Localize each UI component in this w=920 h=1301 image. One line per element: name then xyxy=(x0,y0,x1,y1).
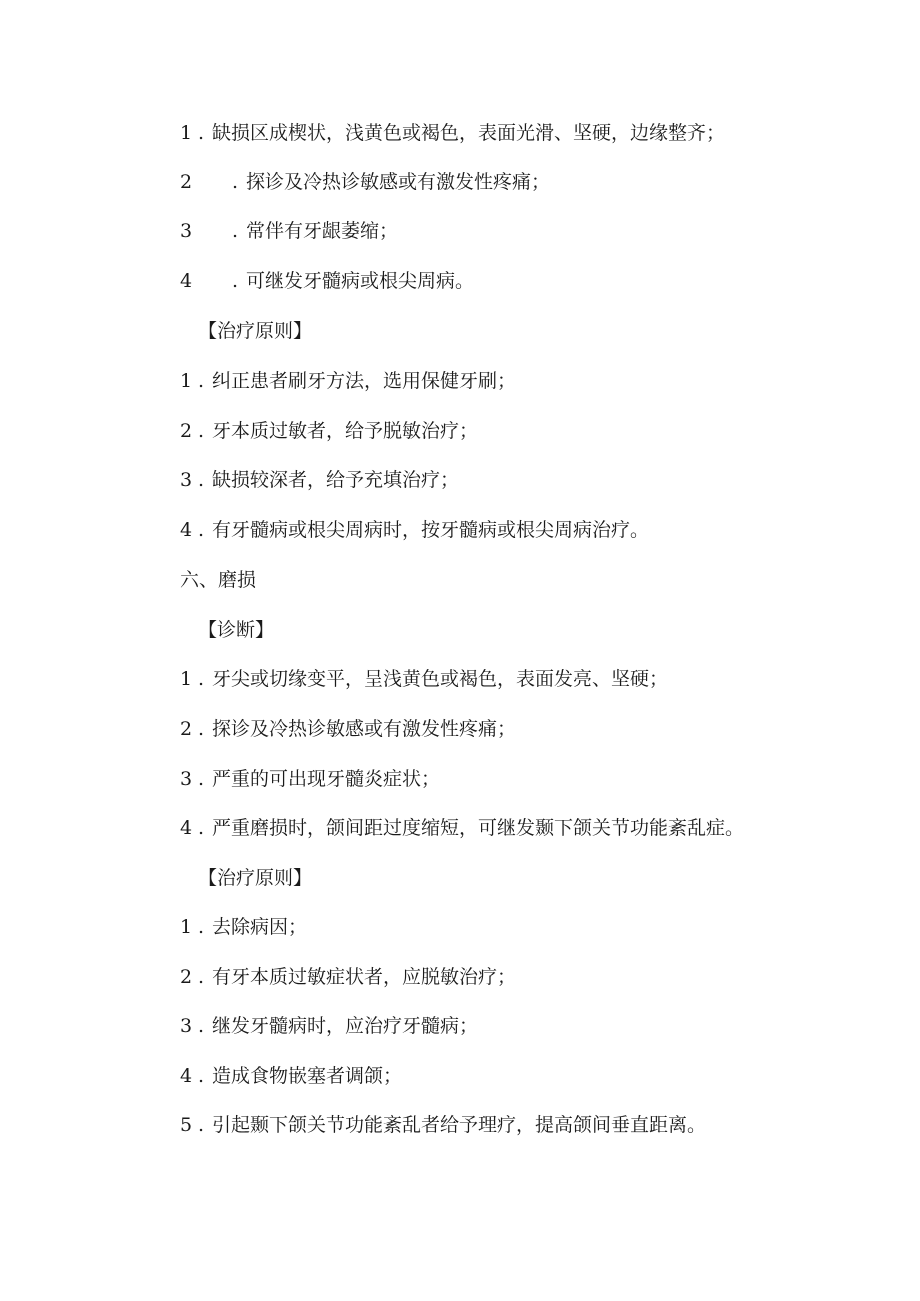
item-number: 3 xyxy=(180,220,193,242)
list-item xyxy=(180,766,440,792)
item-number: 4 xyxy=(180,817,193,839)
item-text: 缺损区成楔状，浅黄色或褐色，表面光滑、坚硬，边缘整齐； xyxy=(212,122,726,144)
item-number: 2 xyxy=(180,966,193,988)
list-item xyxy=(180,716,516,742)
item-text: 牙尖或切缘变平，呈浅黄色或褐色，表面发亮、坚硬； xyxy=(212,668,669,690)
list-item xyxy=(180,218,398,244)
item-dot: . xyxy=(232,270,239,292)
item-dot: . xyxy=(198,966,205,988)
item-text: 有牙髓病或根尖周病时，按牙髓病或根尖周病治疗。 xyxy=(212,519,650,541)
item-dot: . xyxy=(198,768,205,790)
item-number: 2 xyxy=(180,420,193,442)
list-item xyxy=(180,467,459,493)
item-text: 造成食物嵌塞者调颌； xyxy=(212,1065,403,1087)
item-dot: . xyxy=(198,122,205,144)
list-item xyxy=(180,1013,478,1039)
item-dot: . xyxy=(198,1114,205,1136)
item-text: 有牙本质过敏症状者，应脱敏治疗； xyxy=(212,966,517,988)
list-item xyxy=(180,368,516,394)
item-number: 5 xyxy=(180,1114,193,1136)
treatment-heading: 【治疗原则】 xyxy=(198,320,313,342)
item-dot: . xyxy=(198,370,205,392)
list-item xyxy=(180,120,725,146)
item-number: 1 xyxy=(180,370,193,392)
item-dot: . xyxy=(232,220,239,242)
item-dot: . xyxy=(198,1065,205,1087)
item-number: 3 xyxy=(180,469,193,491)
item-dot: . xyxy=(198,718,205,740)
item-number: 2 xyxy=(180,718,193,740)
item-number: 1 xyxy=(180,122,193,144)
list-item xyxy=(180,815,744,841)
item-dot: . xyxy=(198,469,205,491)
list-item xyxy=(180,1063,402,1089)
item-dot: . xyxy=(198,519,205,541)
item-text: 缺损较深者，给予充填治疗； xyxy=(212,469,460,491)
item-dot: . xyxy=(232,171,239,193)
item-dot: . xyxy=(198,668,205,690)
list-item xyxy=(180,418,478,444)
item-text: 牙本质过敏者，给予脱敏治疗； xyxy=(212,420,479,442)
item-text: 探诊及冷热诊敏感或有激发性疼痛； xyxy=(212,718,517,740)
item-number: 1 xyxy=(180,916,193,938)
item-number: 3 xyxy=(180,1015,193,1037)
item-text: 常伴有牙龈萎缩； xyxy=(246,220,399,242)
item-number: 4 xyxy=(180,270,193,292)
item-text: 引起颞下颌关节功能紊乱者给予理疗，提高颌间垂直距离。 xyxy=(212,1114,707,1136)
item-dot: . xyxy=(198,1015,205,1037)
item-dot: . xyxy=(198,420,205,442)
item-dot: . xyxy=(198,916,205,938)
list-item xyxy=(180,914,307,940)
item-text: 去除病因； xyxy=(212,916,308,938)
item-number: 4 xyxy=(180,1065,193,1087)
list-item xyxy=(180,666,668,692)
section-title: 六、磨损 xyxy=(180,569,257,591)
item-number: 1 xyxy=(180,668,193,690)
item-text: 继发牙髓病时，应治疗牙髓病； xyxy=(212,1015,479,1037)
list-item xyxy=(180,517,649,543)
item-dot: . xyxy=(198,817,205,839)
item-text: 探诊及冷热诊敏感或有激发性疼痛； xyxy=(246,171,551,193)
item-number: 4 xyxy=(180,519,193,541)
list-item xyxy=(180,169,550,195)
item-text: 可继发牙髓病或根尖周病。 xyxy=(246,270,475,292)
item-number: 3 xyxy=(180,768,193,790)
list-item xyxy=(180,1112,706,1138)
item-number: 2 xyxy=(180,171,193,193)
list-item xyxy=(180,268,474,294)
item-text: 纠正患者刷牙方法，选用保健牙刷； xyxy=(212,370,517,392)
list-item xyxy=(180,964,516,990)
item-text: 严重磨损时，颌间距过度缩短，可继发颞下颌关节功能紊乱症。 xyxy=(212,817,745,839)
diagnosis-heading: 【诊断】 xyxy=(198,619,275,641)
item-text: 严重的可出现牙髓炎症状； xyxy=(212,768,441,790)
treatment-heading: 【治疗原则】 xyxy=(198,867,313,889)
